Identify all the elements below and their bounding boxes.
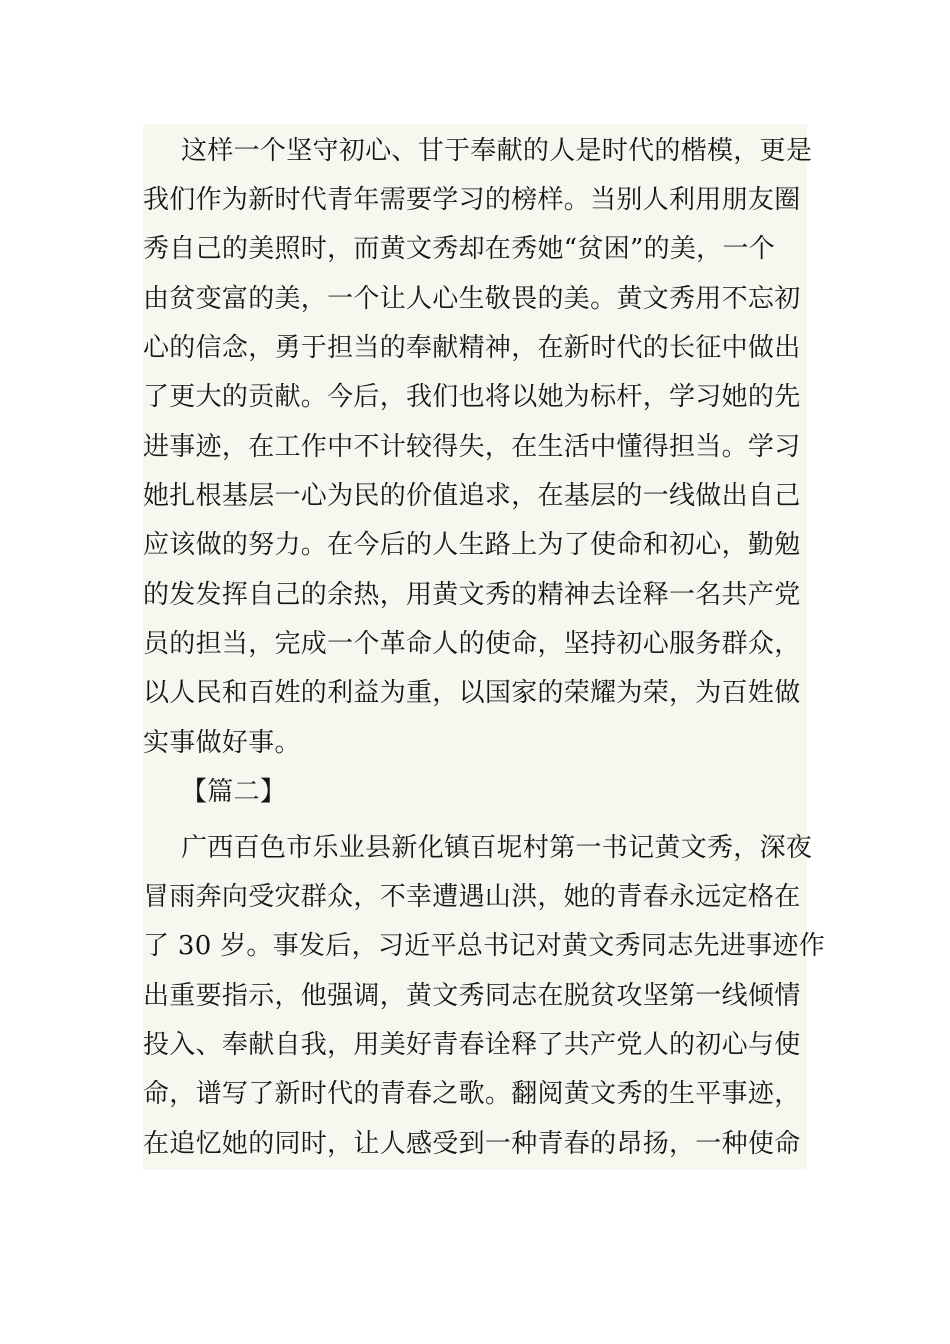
text-line: 命，谱写了新时代的青春之歌。翻阅黄文秀的生平事迹， [143, 1079, 801, 1109]
text-line: 了 30 岁。事发后，习近平总书记对黄文秀同志先进事迹作 [143, 931, 826, 961]
text-line: 应该做的努力。在今后的人生路上为了使命和初心，勤勉 [143, 530, 801, 560]
text-line: 出重要指示，他强调，黄文秀同志在脱贫攻坚第一线倾情 [143, 981, 801, 1011]
text-line: 秀自己的美照时，而黄文秀却在秀她“贫困”的美，一个 [143, 234, 776, 264]
text-line: 的发发挥自己的余热，用黄文秀的精神去诠释一名共产党 [143, 580, 801, 610]
text-line: 她扎根基层一心为民的价值追求，在基层的一线做出自己 [143, 481, 801, 511]
text-line: 以人民和百姓的利益为重，以国家的荣耀为荣，为百姓做 [143, 678, 801, 708]
section-heading: 【篇二】 [181, 777, 287, 807]
text-line: 员的担当，完成一个革命人的使命，坚持初心服务群众， [143, 629, 801, 659]
text-line: 心的信念，勇于担当的奉献精神，在新时代的长征中做出 [143, 333, 801, 363]
text-block [143, 124, 826, 1170]
text-line: 冒雨奔向受灾群众，不幸遭遇山洪，她的青春永远定格在 [143, 882, 801, 912]
text-line: 广西百色市乐业县新化镇百坭村第一书记黄文秀，深夜 [181, 833, 813, 863]
text-line: 实事做好事。 [143, 728, 301, 758]
text-line: 进事迹，在工作中不计较得失，在生活中懂得担当。学习 [143, 432, 801, 462]
text-line: 投入、奉献自我，用美好青春诠释了共产党人的初心与使 [143, 1030, 801, 1060]
text-line: 我们作为新时代青年需要学习的榜样。当别人利用朋友圈 [143, 185, 801, 215]
text-line: 了更大的贡献。今后，我们也将以她为标杆，学习她的先 [143, 382, 801, 412]
text-line: 在追忆她的同时，让人感受到一种青春的昂扬，一种使命 [143, 1129, 801, 1159]
text-line: 由贫变富的美，一个让人心生敬畏的美。黄文秀用不忘初 [143, 284, 801, 314]
text-line: 这样一个坚守初心、甘于奉献的人是时代的楷模，更是 [181, 136, 813, 166]
